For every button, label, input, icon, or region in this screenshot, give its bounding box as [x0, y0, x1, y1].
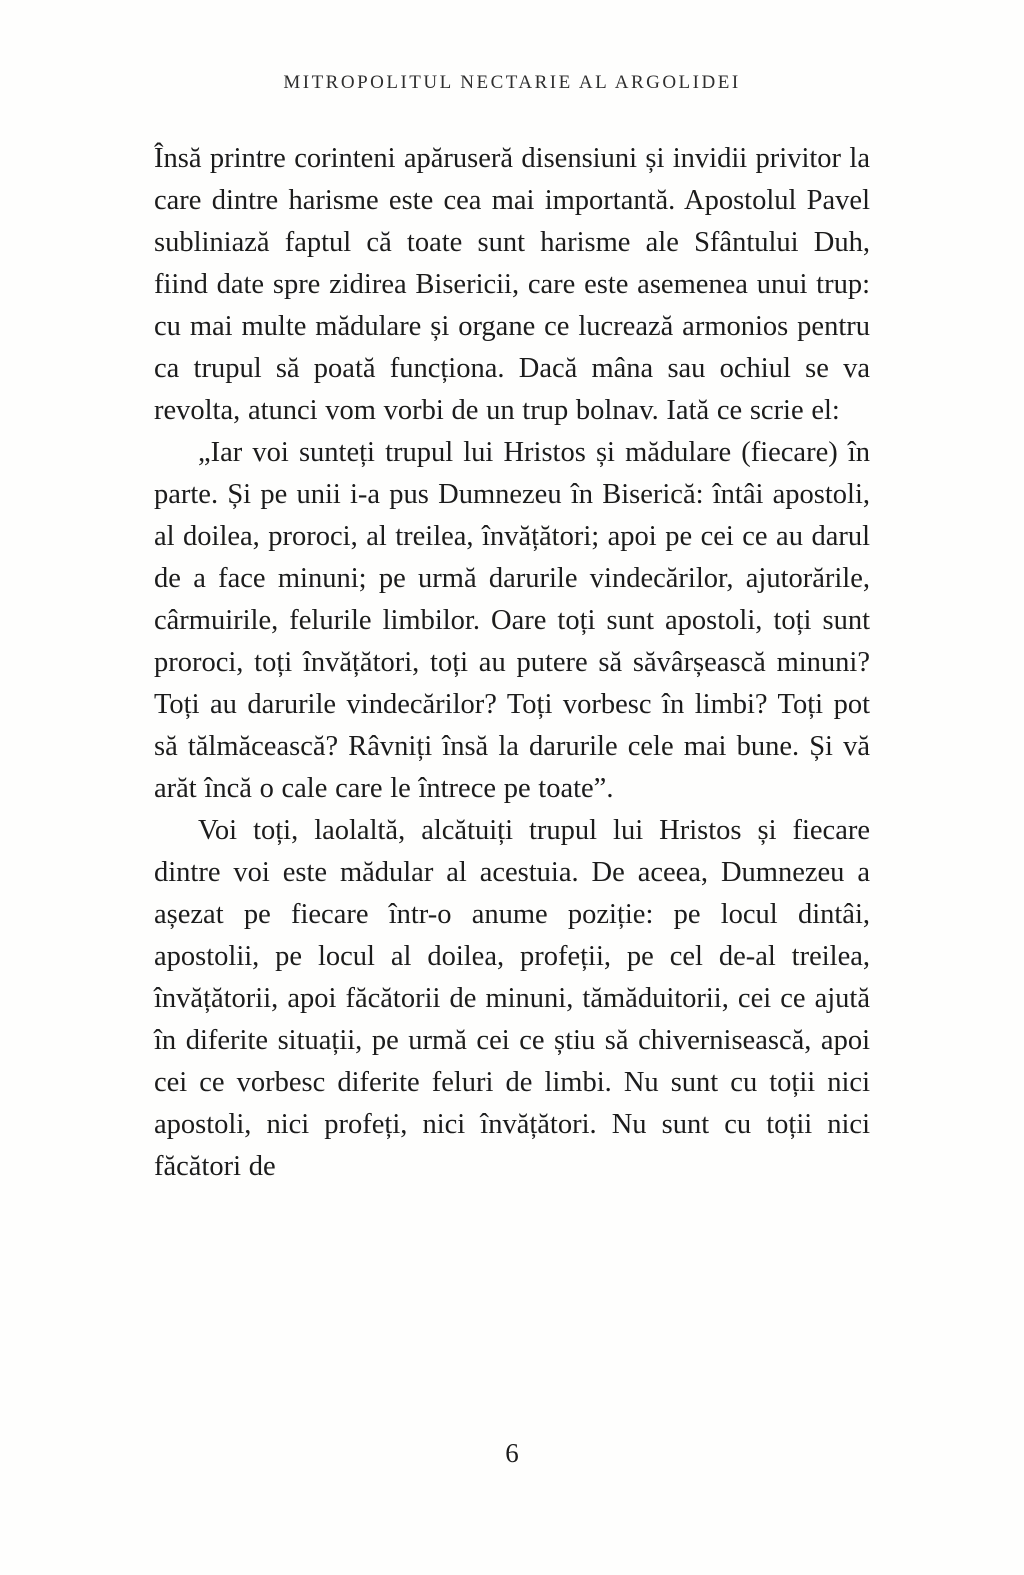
page-number: 6 [505, 1438, 519, 1468]
paragraph-1: Însă printre corinteni apăruseră disensiuni și invidii privitor la care dintre harisme este cea mai importantă. Apostolul Pavel subliniază faptul că toate sunt harisme ale Sfântului Duh, fiind date spre zidirea Bisericii, care este asemenea unui trup: cu mai multe mădulare și organe ce lucrează armonios pentru ca trupul să poată funcționa. Dacă mâna sau ochiul se va revolta, atunci vom vorbi de un trup bolnav. Iată ce scrie el: [154, 143, 870, 426]
paragraph-3: Voi toți, laolaltă, alcătuiți trupul lui Hristos și fiecare dintre voi este mădular al acestuia. De aceea, Dumnezeu a așezat pe fiecare într-o anume poziție: pe locul dintâi, apostolii, pe locul al doilea, profeții, pe cel de-al treilea, învățătorii, apoi făcătorii de minuni, tămăduitorii, cei ce ajută în diferite situații, pe urmă cei ce știu să chivernisească, apoi cei ce vorbesc diferite feluri de limbi. Nu sunt cu toții nici apostoli, nici profeți, nici învățători. Nu sunt cu toții nici făcători de [154, 815, 870, 1182]
running-header: MITROPOLITUL NECTARIE AL ARGOLIDEI [283, 72, 741, 93]
body-text [154, 138, 870, 1188]
paragraph-2: „Iar voi sunteți trupul lui Hristos și mădulare (fiecare) în parte. Și pe unii i-a pus Dumnezeu în Biserică: întâi apostoli, al doilea, proroci, al treilea, învățători; apoi pe cei ce au darul de a face minuni; pe urmă darurile vindecărilor, ajutorările, cârmuirile, felurile limbilor. Oare toți sunt apostoli, toți sunt proroci, toți învățători, toți au putere să săvârșească minuni? Toți au darurile vindecărilor? Toți vorbesc în limbi? Toți pot să tălmăcească? Râvniți însă la darurile cele mai bune. Și vă arăt încă o cale care le întrece pe toate”. [154, 437, 870, 804]
